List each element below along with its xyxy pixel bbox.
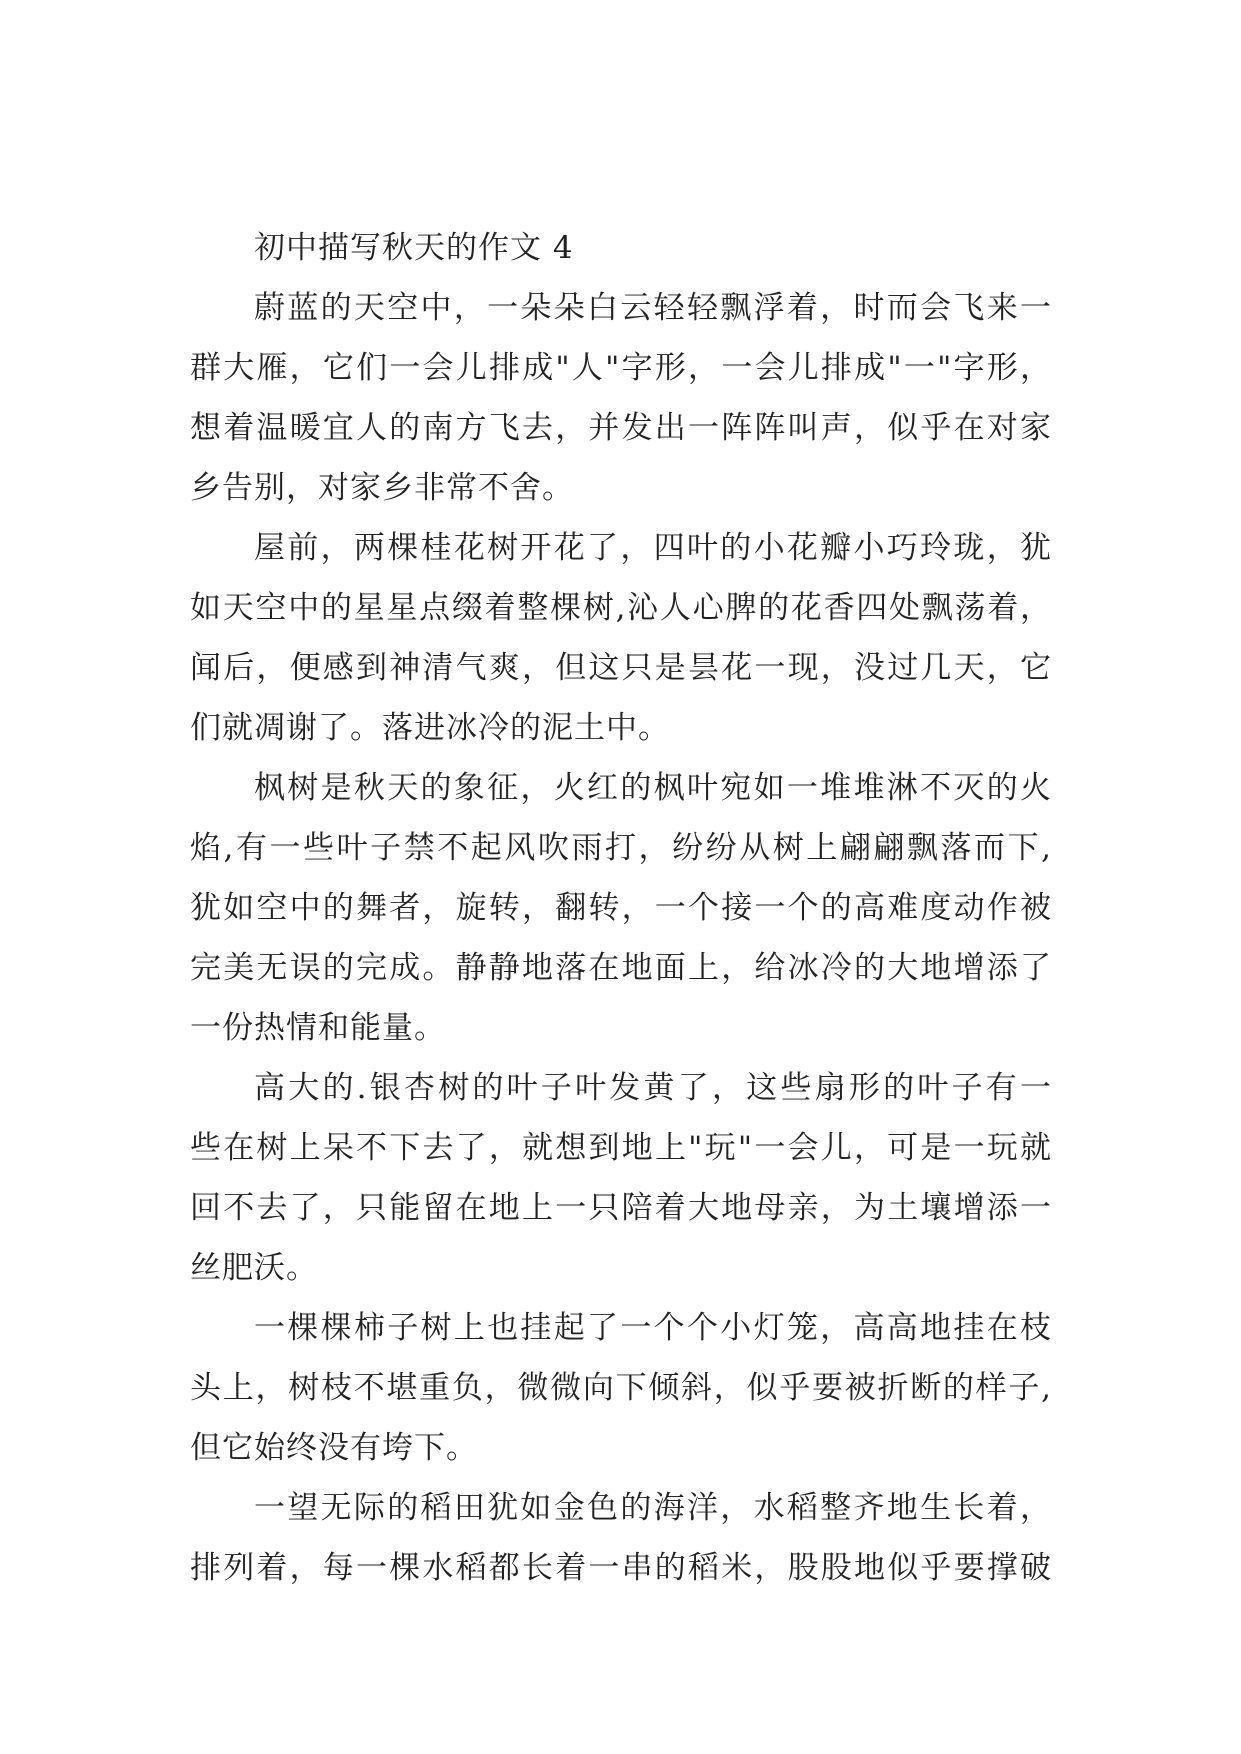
paragraph-4 — [190, 1058, 1052, 1298]
paragraph-1 — [190, 278, 1052, 518]
paragraph-line: 群大雁，它们一会儿排成"人"字形，一会儿排成"一"字形， — [190, 350, 1052, 386]
paragraph-line: 一望无际的稻田犹如金色的海洋，水稻整齐地生长着， — [254, 1490, 1052, 1526]
paragraph-line: 回不去了，只能留在地上一只陪着大地母亲，为土壤增添一 — [190, 1190, 1052, 1226]
paragraph-line: 完美无误的完成。静静地落在地面上，给冰冷的大地增添了 — [190, 950, 1052, 986]
paragraph-line: 头上，树枝不堪重负，微微向下倾斜，似乎要被折断的样子, — [190, 1370, 1052, 1406]
paragraph-5 — [190, 1298, 1052, 1478]
paragraph-line: 们就凋谢了。落进冰冷的泥土中。 — [190, 710, 670, 746]
paragraph-line: 枫树是秋天的象征，火红的枫叶宛如一堆堆淋不灭的火 — [254, 770, 1052, 806]
paragraph-line: 高大的.银杏树的叶子叶发黄了，这些扇形的叶子有一 — [254, 1070, 1052, 1106]
paragraph-line: 些在树上呆不下去了，就想到地上"玩"一会儿，可是一玩就 — [190, 1130, 1052, 1166]
paragraph-line: 犹如空中的舞者，旋转，翻转，一个接一个的高难度动作被 — [190, 890, 1052, 926]
paragraph-line: 焰,有一些叶子禁不起风吹雨打，纷纷从树上翩翩飘落而下, — [190, 830, 1052, 866]
paragraph-line: 屋前，两棵桂花树开花了，四叶的小花瓣小巧玲珑，犹 — [254, 530, 1052, 566]
paragraph-line: 乡告别，对家乡非常不舍。 — [190, 470, 574, 506]
paragraph-line: 但它始终没有垮下。 — [190, 1430, 478, 1466]
paragraph-3 — [190, 758, 1052, 1058]
paragraph-line: 蔚蓝的天空中，一朵朵白云轻轻飘浮着，时而会飞来一 — [254, 290, 1052, 326]
paragraph-2 — [190, 518, 1052, 758]
essay-title: 初中描写秋天的作文 4 — [254, 230, 574, 266]
paragraph-line: 闻后，便感到神清气爽，但这只是昙花一现，没过几天，它 — [190, 650, 1052, 686]
paragraph-6 — [190, 1478, 1052, 1598]
paragraph-line: 丝肥沃。 — [190, 1250, 318, 1286]
paragraph-line: 想着温暖宜人的南方飞去，并发出一阵阵叫声，似乎在对家 — [190, 410, 1052, 446]
paragraph-line: 如天空中的星星点缀着整棵树,沁人心脾的花香四处飘荡着， — [190, 590, 1052, 626]
paragraph-line: 排列着，每一棵水稻都长着一串的稻米，股股地似乎要撑破 — [190, 1550, 1052, 1586]
paragraph-line: 一棵棵柿子树上也挂起了一个个小灯笼，高高地挂在枝 — [254, 1310, 1052, 1346]
document-body — [190, 218, 1052, 1598]
paragraph-line: 一份热情和能量。 — [190, 1010, 446, 1046]
